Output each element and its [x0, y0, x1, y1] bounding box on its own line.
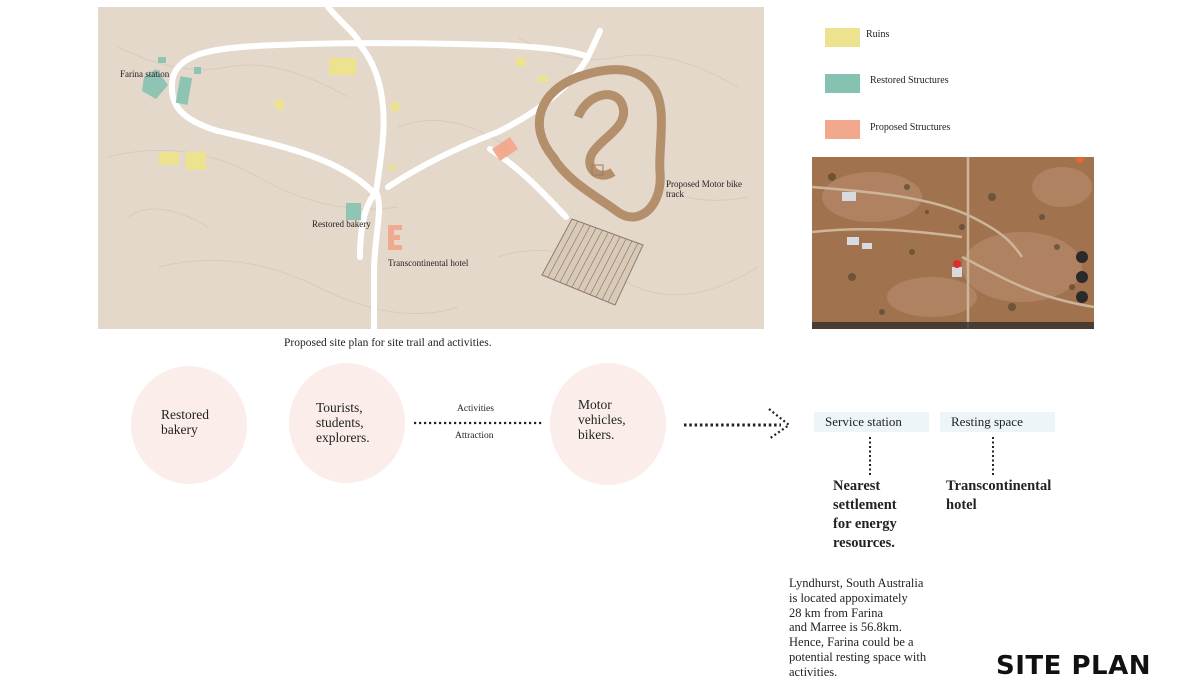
restored-bakery-label: Restored bakery [312, 219, 371, 229]
map-caption: Proposed site plan for site trail and activities. [284, 337, 492, 349]
farina-station-label: Farina station [120, 69, 170, 79]
motor-vehicles-text: Motor vehicles, bikers. [578, 397, 626, 442]
transcontinental-hotel-text: Transcontinental hotel [946, 478, 1052, 513]
satellite-image [812, 157, 1094, 329]
legend-label-proposed: Proposed Structures [870, 122, 951, 133]
legend-label-ruins: Ruins [866, 29, 890, 40]
lyndhurst-note: Lyndhurst, South Australia is located appoximately 28 km from Farina and Marree is 56.8km. Hence, Farina could be a potential resting space with activities. [789, 576, 927, 679]
transcontinental-hotel-label: Transcontinental hotel [388, 258, 469, 268]
restored-bakery-text: Restored bakery [161, 407, 209, 437]
legend-swatch-restored [825, 74, 860, 93]
site-plan-map [98, 7, 764, 329]
service-station-box: Service station [814, 412, 929, 432]
dotted-connector [413, 420, 545, 426]
page-title: SITE PLAN [996, 651, 1151, 681]
legend-label-restored: Restored Structures [870, 75, 949, 86]
attraction-label: Attraction [455, 431, 494, 441]
activities-label: Activities [457, 404, 494, 414]
dotted-line-resting [990, 437, 996, 475]
legend-swatch-proposed [825, 120, 860, 139]
site-plan-drawing [98, 7, 764, 329]
tourists-text: Tourists, students, explorers. [316, 400, 370, 445]
dotted-arrow [683, 405, 795, 441]
resting-space-box: Resting space [940, 412, 1055, 432]
legend-swatch-ruins [825, 28, 860, 47]
motor-bike-track-label: Proposed Motor bike track [666, 179, 742, 199]
dotted-line-service [867, 437, 873, 475]
nearest-settlement-text: Nearest settlement for energy resources. [833, 478, 897, 551]
satellite-drawing [812, 157, 1094, 329]
